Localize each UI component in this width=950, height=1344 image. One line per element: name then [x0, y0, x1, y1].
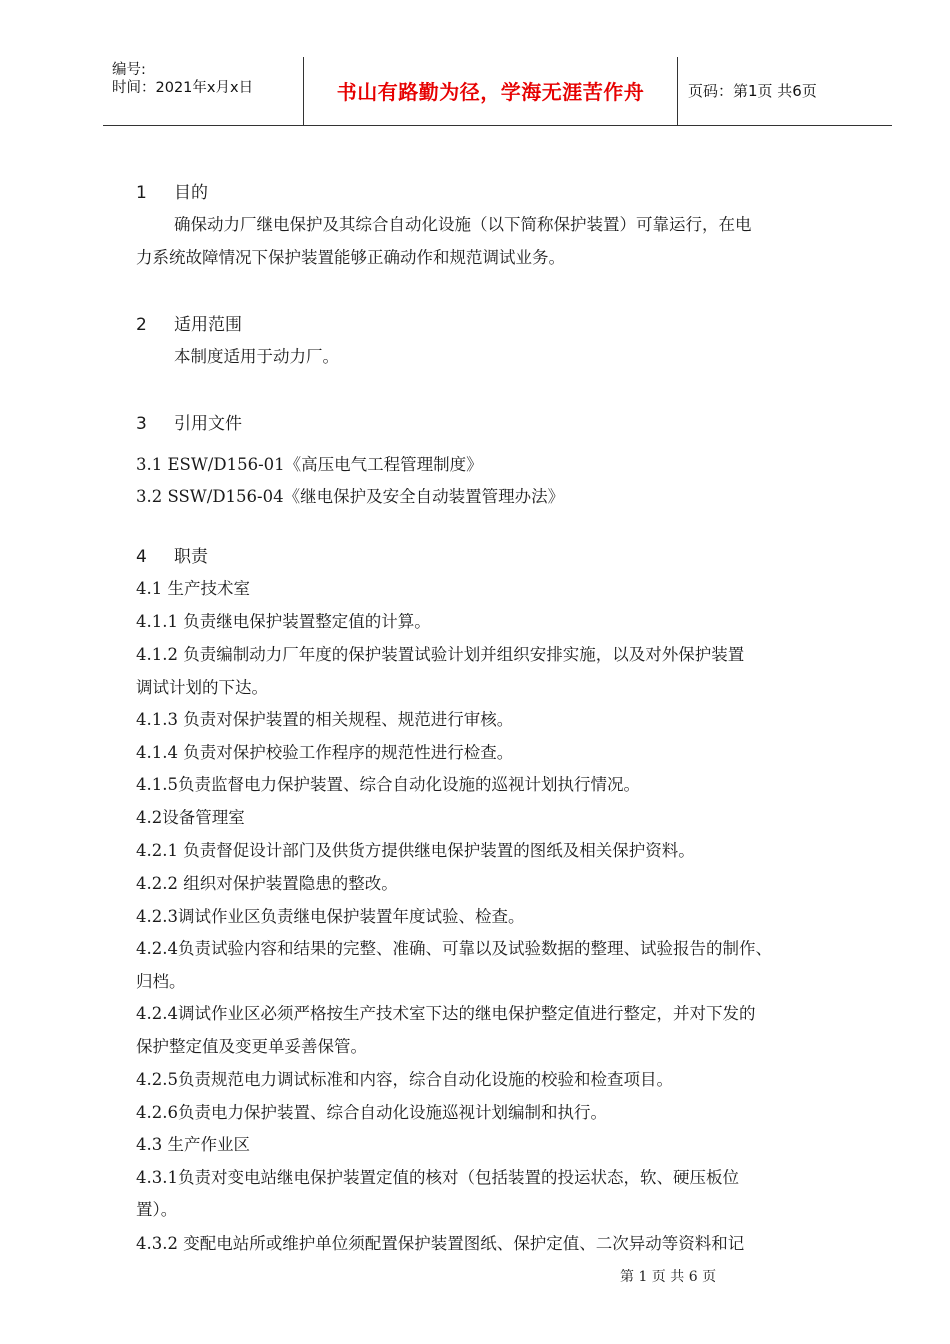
continuation-line: 置）。 — [136, 1200, 178, 1219]
clause-line: 4.2.1 负责督促设计部门及供货方提供继电保护装置的图纸及相关保护资料。 — [136, 841, 695, 860]
clause-line: 4.2.6负责电力保护装置、综合自动化设施巡视计划编制和执行。 — [136, 1103, 607, 1122]
page-footer: 第 1 页 共 6 页 — [620, 1269, 717, 1285]
document-time: 时间：2021年x月x日 — [112, 80, 254, 96]
clause-line: 4.1 生产技术室 — [136, 579, 250, 598]
clause-line: 4.1.3 负责对保护装置的相关规程、规范进行审核。 — [136, 710, 514, 729]
clause-line: 4.2.4负责试验内容和结果的完整、准确、可靠以及试验数据的整理、试验报告的制作、 — [136, 939, 772, 958]
document-code-label: 编号: — [112, 62, 146, 78]
clause-line: 3.1 ESW/D156-01《高压电气工程管理制度》 — [136, 455, 483, 474]
continuation-line: 保护整定值及变更单妥善保管。 — [136, 1037, 367, 1056]
clause-line: 4.1.4 负责对保护校验工作程序的规范性进行检查。 — [136, 743, 514, 762]
clause-line: 4.3 生产作业区 — [136, 1135, 250, 1154]
header-meta-cell — [103, 57, 304, 125]
section-heading — [136, 313, 866, 337]
section-title: 目的 — [174, 183, 208, 203]
clause-line: 4.2.2 组织对保护装置隐患的整改。 — [136, 874, 398, 893]
header-page-cell — [678, 57, 892, 125]
clause-line: 3.2 SSW/D156-04《继电保护及安全自动装置管理办法》 — [136, 487, 565, 506]
clause-line: 4.2.4调试作业区必须严格按生产技术室下达的继电保护整定值进行整定，并对下发的 — [136, 1004, 756, 1023]
document-header — [103, 57, 892, 126]
clause-line: 4.2.5负责规范电力调试标准和内容，综合自动化设施的校验和检查项目。 — [136, 1070, 673, 1089]
section-title: 职责 — [174, 547, 208, 567]
section-number: 2 — [136, 315, 147, 335]
clause-line: 4.2.3调试作业区负责继电保护装置年度试验、检查。 — [136, 907, 525, 926]
clause-line: 4.1.2 负责编制动力厂年度的保护装置试验计划并组织安排实施，以及对外保护装置 — [136, 645, 745, 664]
continuation-line: 调试计划的下达。 — [136, 678, 268, 697]
section-number: 1 — [136, 183, 147, 203]
section-title: 适用范围 — [174, 315, 242, 335]
header-page-info: 页码：第1页 共6页 — [688, 82, 817, 100]
section-heading — [136, 412, 866, 436]
clause-line: 4.2设备管理室 — [136, 808, 245, 827]
clause-line: 4.3.2 变配电站所或维护单位须配置保护装置图纸、保护定值、二次异动等资料和记 — [136, 1234, 745, 1253]
paragraph-line: 本制度适用于动力厂。 — [174, 347, 339, 366]
section-title: 引用文件 — [174, 414, 242, 434]
section-number: 4 — [136, 547, 147, 567]
continuation-line: 力系统故障情况下保护装置能够正确动作和规范调试业务。 — [136, 248, 565, 267]
clause-line: 4.1.5负责监督电力保护装置、综合自动化设施的巡视计划执行情况。 — [136, 775, 640, 794]
paragraph-line: 确保动力厂继电保护及其综合自动化设施（以下简称保护装置）可靠运行，在电 — [174, 215, 752, 234]
clause-line: 4.1.1 负责继电保护装置整定值的计算。 — [136, 612, 431, 631]
clause-line: 4.3.1负责对变电站继电保护装置定值的核对（包括装置的投运状态，软、硬压板位 — [136, 1168, 739, 1187]
section-number: 3 — [136, 414, 147, 434]
section-heading — [136, 545, 866, 569]
continuation-line: 归档。 — [136, 972, 186, 991]
section-heading — [136, 181, 866, 205]
header-motto: 书山有路勤为径，学海无涯苦作舟 — [336, 80, 645, 104]
header-motto-cell — [304, 57, 678, 125]
